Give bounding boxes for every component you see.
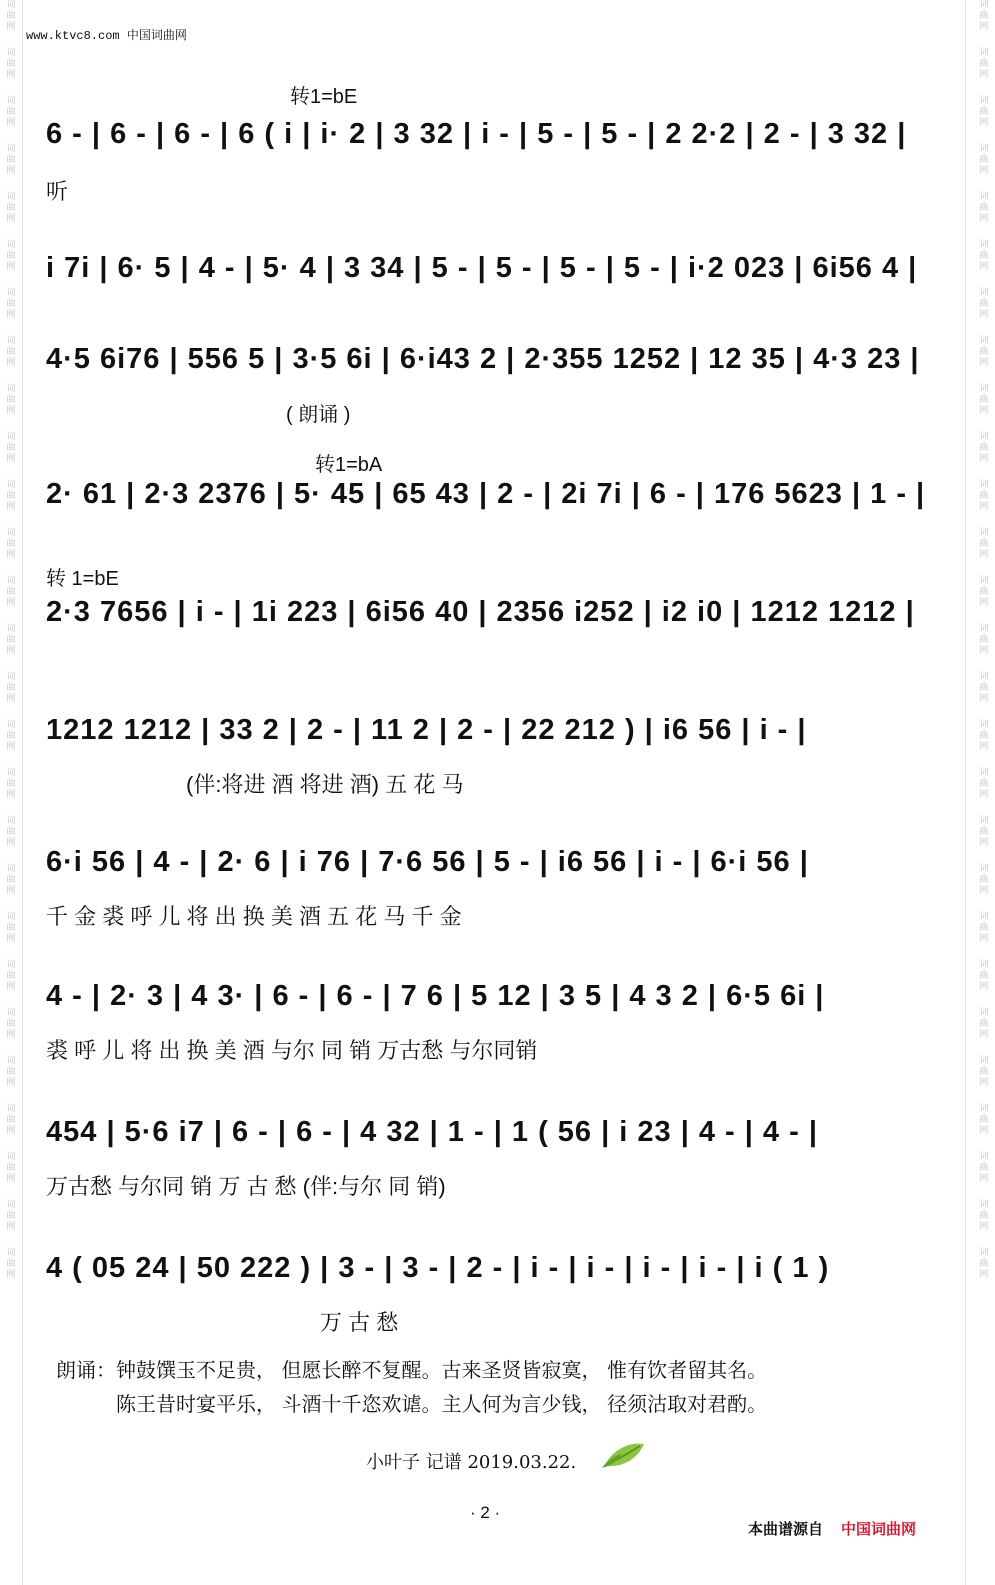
side-watermark-mark: 词曲网 bbox=[979, 912, 989, 944]
side-watermark-mark: 词曲网 bbox=[6, 768, 16, 800]
side-watermark-mark: 词曲网 bbox=[979, 624, 989, 656]
lyric-row-6: (伴:将进 酒 将进 酒) 五 花 马 bbox=[186, 772, 464, 797]
side-watermark-mark: 词曲网 bbox=[979, 432, 989, 464]
source-site-link[interactable]: 中国词曲网 bbox=[841, 1521, 917, 1538]
side-watermark-mark: 词曲网 bbox=[979, 816, 989, 848]
right-margin-rule bbox=[965, 0, 966, 1585]
lyric-row-7: 千 金 裘 呼 儿 将 出 换 美 酒 五 花 马 千 金 bbox=[46, 904, 462, 929]
recitation-label: 朗诵： bbox=[56, 1360, 116, 1382]
side-watermark-mark: 词曲网 bbox=[6, 1248, 16, 1280]
side-watermark-mark: 词曲网 bbox=[6, 720, 16, 752]
lyric-row-9: 万古愁 与尔同 销 万 古 愁 (伴:与尔 同 销) bbox=[46, 1174, 446, 1199]
side-watermark-mark: 词曲网 bbox=[6, 192, 16, 224]
side-watermark-mark: 词曲网 bbox=[979, 864, 989, 896]
side-watermark-mark: 词曲网 bbox=[979, 288, 989, 320]
side-watermark-mark: 词曲网 bbox=[6, 48, 16, 80]
staff-row-8: 4 - | 2· 3 | 4 3· | 6 - | 6 - | 7 6 | 5 12 | 3 5 | 4 3 2 | 6·5 6i | bbox=[46, 980, 825, 1012]
side-watermark-mark: 词曲网 bbox=[979, 1056, 989, 1088]
source-credit bbox=[748, 1518, 916, 1539]
staff-row-6: 1212 1212 | 33 2 | 2 - | 11 2 | 2 - | 22 212 ) | i6 56 | i - | bbox=[46, 714, 807, 746]
page-number: · 2 · bbox=[470, 1503, 501, 1522]
side-watermark-mark: 词曲网 bbox=[6, 1200, 16, 1232]
side-watermark-mark: 词曲网 bbox=[979, 1104, 989, 1136]
side-watermark-mark: 词曲网 bbox=[979, 480, 989, 512]
side-watermark-mark: 词曲网 bbox=[6, 96, 16, 128]
side-watermark-mark: 词曲网 bbox=[979, 1200, 989, 1232]
side-watermark-mark: 词曲网 bbox=[979, 1248, 989, 1280]
side-watermark-mark: 词曲网 bbox=[979, 960, 989, 992]
recitation-line-2: 陈王昔时宴平乐， 斗酒十千恣欢谑。主人何为言少钱， 径须沽取对君酌。 bbox=[116, 1394, 768, 1416]
side-watermark-mark: 词曲网 bbox=[979, 528, 989, 560]
key-change-2: 转1=bA bbox=[315, 454, 383, 476]
side-watermark-mark: 词曲网 bbox=[6, 528, 16, 560]
side-watermark-mark: 词曲网 bbox=[6, 1056, 16, 1088]
key-change-1: 转1=bE bbox=[290, 86, 358, 108]
side-watermark-mark: 词曲网 bbox=[979, 0, 989, 32]
side-watermark-mark: 词曲网 bbox=[979, 1008, 989, 1040]
staff-row-3: 4·5 6i76 | 556 5 | 3·5 6i | 6·i43 2 | 2·355 1252 | 12 35 | 4·3 23 | bbox=[46, 343, 920, 375]
staff-row-5: 2·3 7656 | i - | 1i 223 | 6i56 40 | 2356 i252 | i2 i0 | 1212 1212 | bbox=[46, 596, 915, 628]
side-watermark-mark: 词曲网 bbox=[979, 720, 989, 752]
source-prefix: 本曲谱源自 bbox=[748, 1521, 824, 1538]
staff-row-2: i 7i | 6· 5 | 4 - | 5· 4 | 3 34 | 5 - | 5 - | 5 - | 5 - | i·2 023 | 6i56 4 | bbox=[46, 252, 918, 284]
side-watermark-mark: 词曲网 bbox=[979, 144, 989, 176]
lyric-row-8: 裘 呼 儿 将 出 换 美 酒 与尔 同 销 万古愁 与尔同销 bbox=[46, 1038, 538, 1063]
side-watermark-mark: 词曲网 bbox=[979, 240, 989, 272]
side-watermark-mark: 词曲网 bbox=[6, 336, 16, 368]
side-watermark-mark: 词曲网 bbox=[979, 192, 989, 224]
side-watermark-mark: 词曲网 bbox=[6, 1008, 16, 1040]
side-watermark-mark: 词曲网 bbox=[6, 144, 16, 176]
side-watermark-mark: 词曲网 bbox=[6, 288, 16, 320]
staff-row-1: 6 - | 6 - | 6 - | 6 ( i | i· 2 | 3 32 | i - | 5 - | 5 - | 2 2·2 | 2 - | 3 32 | bbox=[46, 118, 907, 150]
staff-row-7: 6·i 56 | 4 - | 2· 6 | i 76 | 7·6 56 | 5 - | i6 56 | i - | 6·i 56 | bbox=[46, 846, 809, 878]
staff-row-4: 2· 61 | 2·3 2376 | 5· 45 | 65 43 | 2 - | 2i 7i | 6 - | 176 5623 | 1 - | bbox=[46, 478, 926, 510]
staff-row-9: 454 | 5·6 i7 | 6 - | 6 - | 4 32 | 1 - | 1 ( 56 | i 23 | 4 - | 4 - | bbox=[46, 1116, 818, 1148]
recitation-cue: ( 朗诵 ) bbox=[286, 404, 351, 426]
side-watermark-mark: 词曲网 bbox=[979, 48, 989, 80]
side-watermark-mark: 词曲网 bbox=[6, 816, 16, 848]
side-watermark-mark: 词曲网 bbox=[979, 96, 989, 128]
site-header: www.ktvc8.com 中国词曲网 bbox=[26, 29, 187, 43]
transcriber-signature: 小叶子 记谱 2019.03.22. bbox=[366, 1452, 577, 1473]
side-watermark-mark: 词曲网 bbox=[979, 336, 989, 368]
side-watermark-mark: 词曲网 bbox=[979, 672, 989, 704]
right-watermark-strip bbox=[973, 0, 995, 1585]
lyric-row-10: 万 古 愁 bbox=[320, 1310, 399, 1335]
side-watermark-mark: 词曲网 bbox=[6, 432, 16, 464]
side-watermark-mark: 词曲网 bbox=[6, 576, 16, 608]
side-watermark-mark: 词曲网 bbox=[6, 1152, 16, 1184]
side-watermark-mark: 词曲网 bbox=[6, 864, 16, 896]
recitation-line-1 bbox=[56, 1354, 767, 1383]
side-watermark-mark: 词曲网 bbox=[979, 384, 989, 416]
side-watermark-mark: 词曲网 bbox=[979, 768, 989, 800]
side-watermark-mark: 词曲网 bbox=[6, 960, 16, 992]
lyric-row-1: 听 bbox=[46, 179, 69, 204]
side-watermark-mark: 词曲网 bbox=[6, 480, 16, 512]
recitation-text-1: 钟鼓馔玉不足贵， 但愿长醉不复醒。古来圣贤皆寂寞， 惟有饮者留其名。 bbox=[116, 1360, 768, 1382]
side-watermark-mark: 词曲网 bbox=[6, 624, 16, 656]
side-watermark-mark: 词曲网 bbox=[979, 1152, 989, 1184]
left-margin-rule bbox=[22, 0, 23, 1585]
side-watermark-mark: 词曲网 bbox=[979, 576, 989, 608]
side-watermark-mark: 词曲网 bbox=[6, 0, 16, 32]
key-change-3: 转 1=bE bbox=[46, 568, 119, 590]
side-watermark-mark: 词曲网 bbox=[6, 912, 16, 944]
staff-row-10: 4 ( 05 24 | 50 222 ) | 3 - | 3 - | 2 - | i - | i - | i - | i - | i ( 1 ) bbox=[46, 1252, 830, 1284]
side-watermark-mark: 词曲网 bbox=[6, 384, 16, 416]
leaf-icon bbox=[600, 1438, 648, 1470]
left-watermark-strip bbox=[0, 0, 22, 1585]
side-watermark-mark: 词曲网 bbox=[6, 240, 16, 272]
side-watermark-mark: 词曲网 bbox=[6, 1104, 16, 1136]
side-watermark-mark: 词曲网 bbox=[6, 672, 16, 704]
